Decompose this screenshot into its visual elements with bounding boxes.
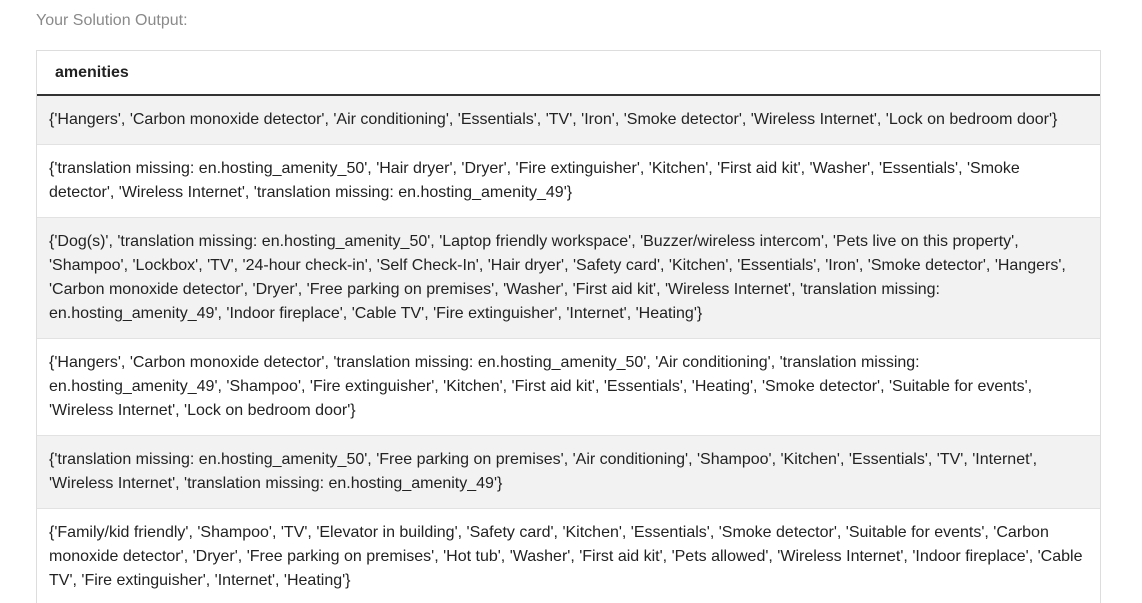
results-table-container[interactable] <box>36 50 1101 603</box>
table-row <box>37 509 1100 603</box>
table-header-row <box>37 51 1100 95</box>
table-cell: {'translation missing: en.hosting_amenity_50', 'Hair dryer', 'Dryer', 'Fire extinguisher', 'Kitchen', 'First aid kit', 'Washer', 'Essentials', 'Smoke detector', 'Wireless Internet', 'translation missing: en.hosting_amenity_49'} <box>37 145 1100 218</box>
table-row <box>37 218 1100 339</box>
output-label: Your Solution Output: <box>36 12 188 29</box>
table-cell: {'Dog(s)', 'translation missing: en.hosting_amenity_50', 'Laptop friendly workspace', 'Buzzer/wireless intercom', 'Pets live on this property', 'Shampoo', 'Lockbox', 'TV', '24-hour check-in', 'Self Check-In', 'Hair dryer', 'Safety card', 'Kitchen', 'Essentials', 'Iron', 'Smoke detector', 'Hangers', 'Carbon monoxide detector', 'Dryer', 'Free parking on premises', 'Washer', 'First aid kit', 'Wireless Internet', 'translation missing: en.hosting_amenity_49', 'Indoor fireplace', 'Cable TV', 'Fire extinguisher', 'Internet', 'Heating'} <box>37 218 1100 339</box>
table-cell: {'Hangers', 'Carbon monoxide detector', 'translation missing: en.hosting_amenity_50', 'Air conditioning', 'translation missing: en.hosting_amenity_49', 'Shampoo', 'Fire extinguisher', 'Kitchen', 'First aid kit', 'Essentials', 'Heating', 'Smoke detector', 'Suitable for events', 'Wireless Internet', 'Lock on bedroom door'} <box>37 339 1100 436</box>
table-row <box>37 95 1100 145</box>
table-row <box>37 436 1100 509</box>
table-cell: {'Hangers', 'Carbon monoxide detector', 'Air conditioning', 'Essentials', 'TV', 'Iron', 'Smoke detector', 'Wireless Internet', 'Lock on bedroom door'} <box>37 95 1100 145</box>
column-header-amenities: amenities <box>37 51 1100 95</box>
table-row <box>37 145 1100 218</box>
results-table <box>37 51 1100 603</box>
table-cell: {'translation missing: en.hosting_amenity_50', 'Free parking on premises', 'Air conditioning', 'Shampoo', 'Kitchen', 'Essentials', 'TV', 'Internet', 'Wireless Internet', 'translation missing: en.hosting_amenity_49'} <box>37 436 1100 509</box>
table-row <box>37 339 1100 436</box>
table-cell: {'Family/kid friendly', 'Shampoo', 'TV', 'Elevator in building', 'Safety card', 'Kitchen', 'Essentials', 'Smoke detector', 'Suitable for events', 'Carbon monoxide detector', 'Dryer', 'Free parking on premises', 'Hot tub', 'Washer', 'First aid kit', 'Pets allowed', 'Wireless Internet', 'Indoor fireplace', 'Cable TV', 'Fire extinguisher', 'Internet', 'Heating'} <box>37 509 1100 603</box>
